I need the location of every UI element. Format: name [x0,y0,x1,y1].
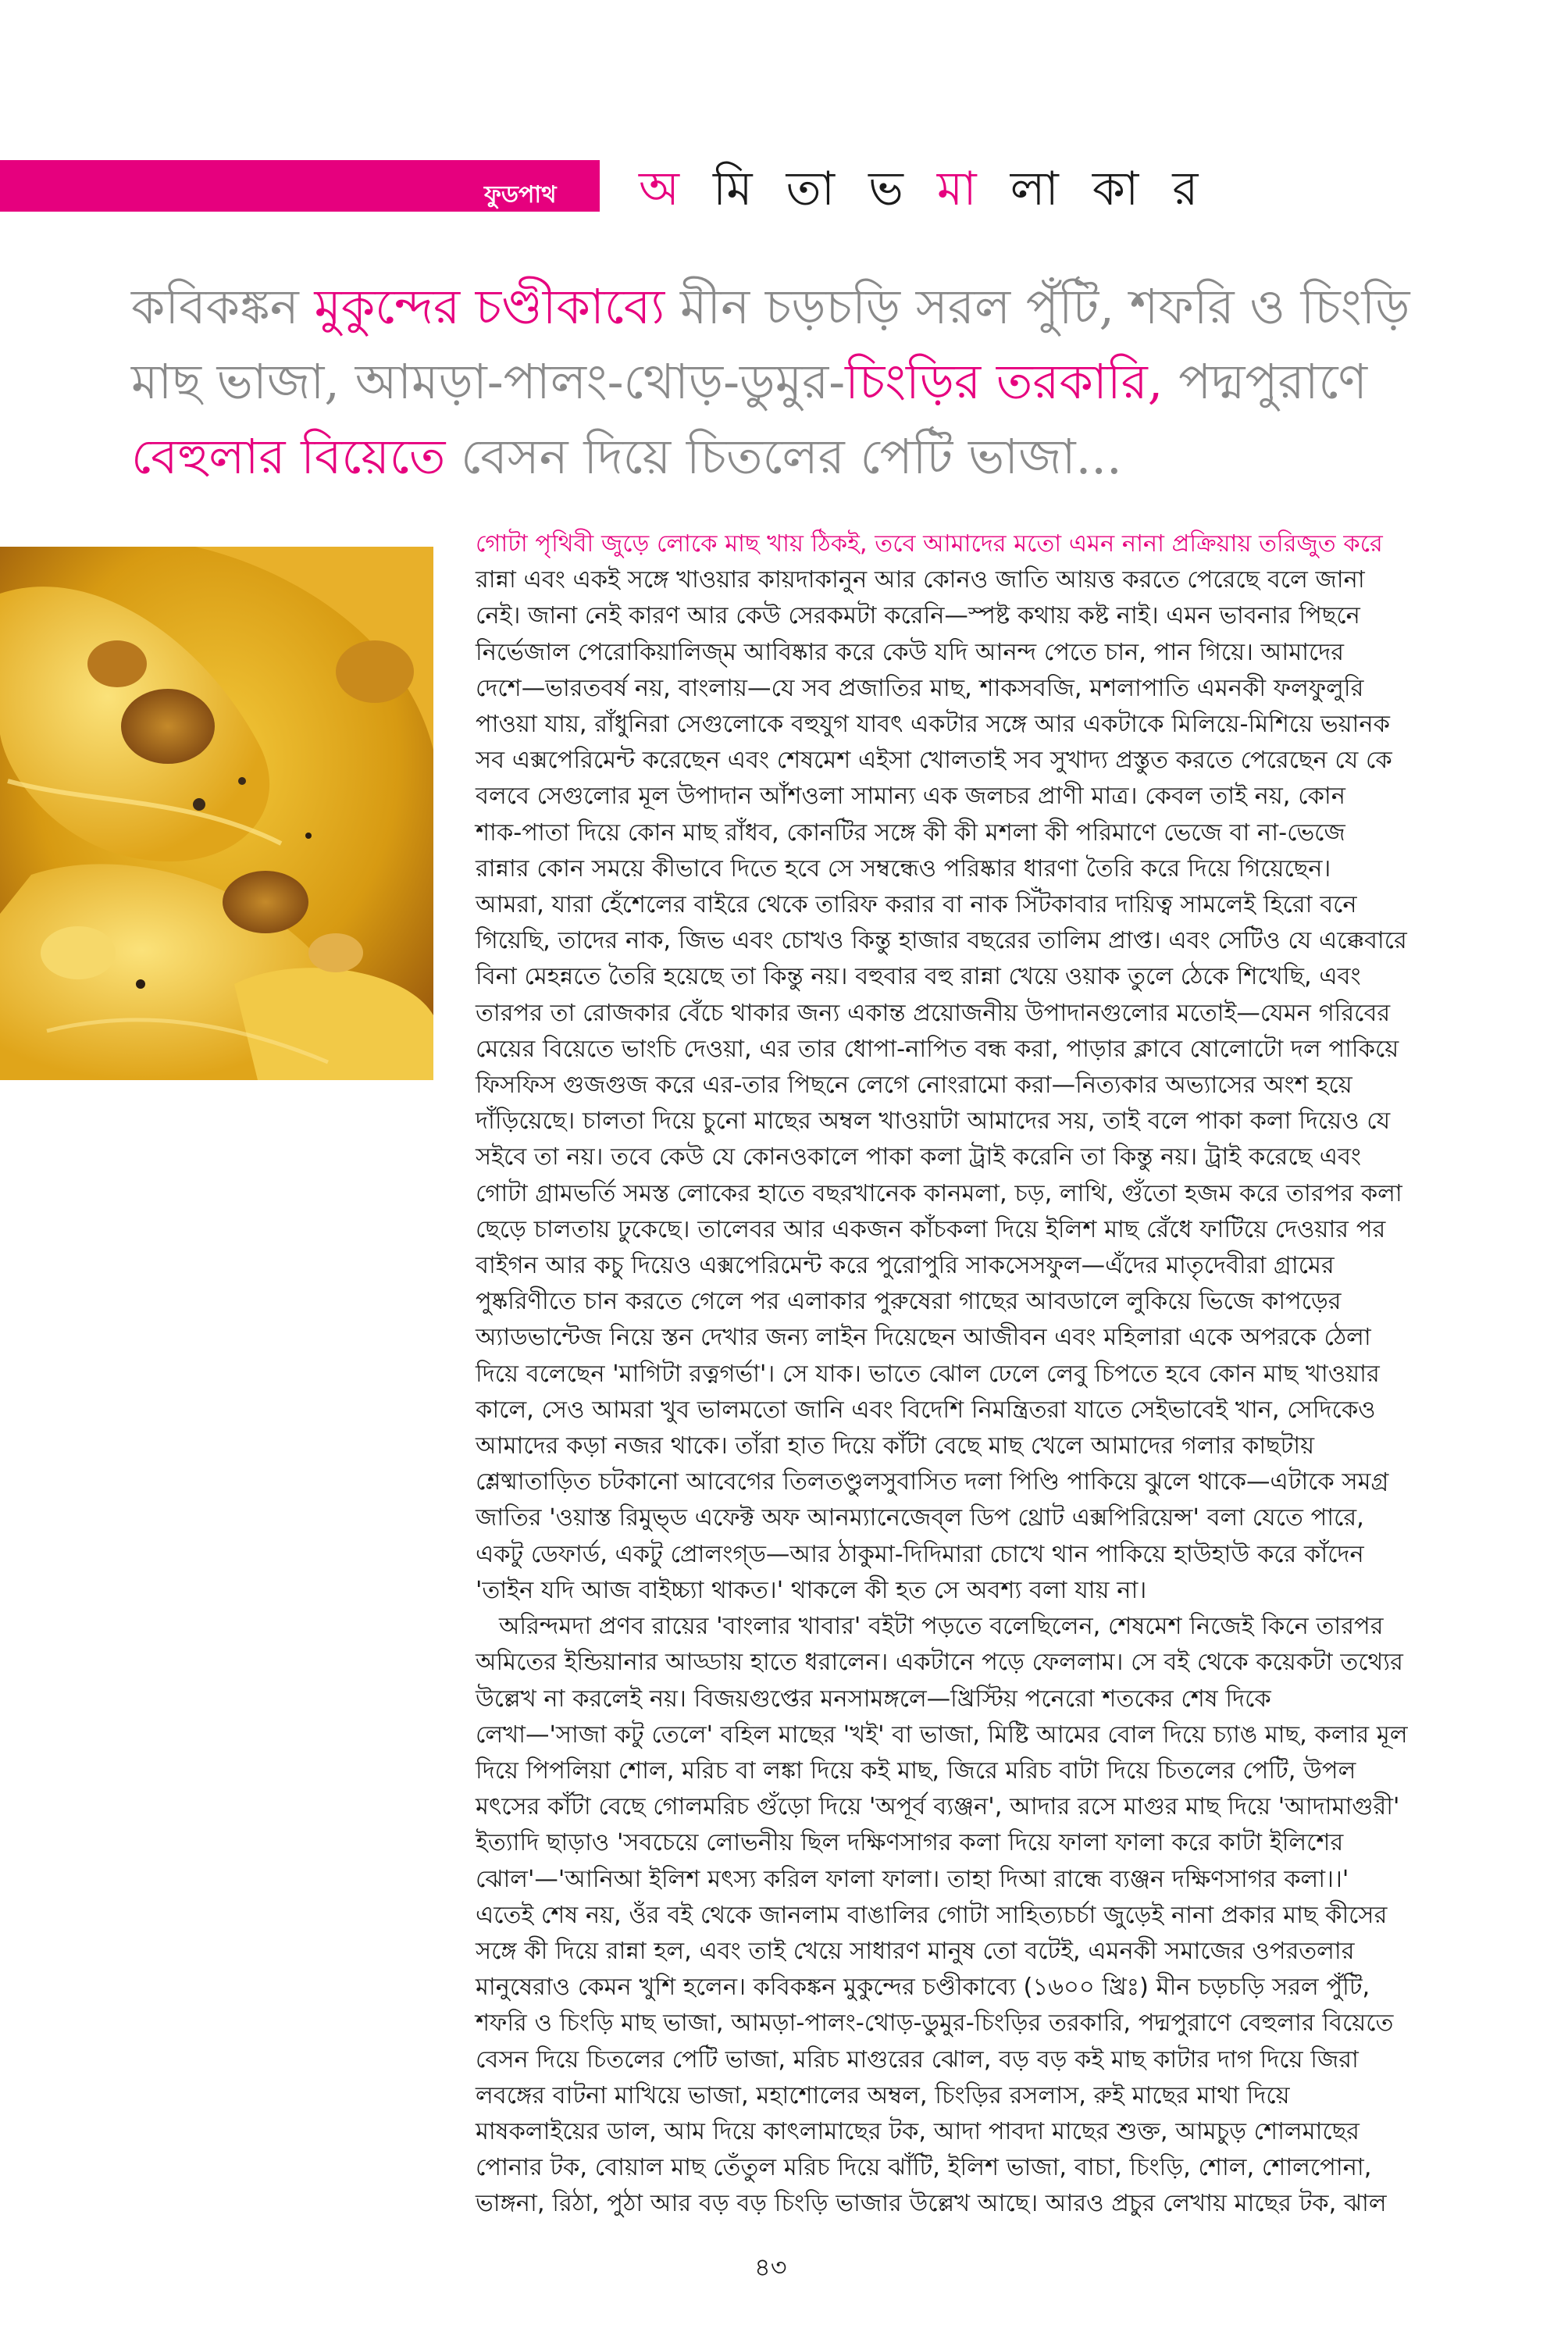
body-line: দেশে—ভারতবর্ষ নয়, বাংলায়—যে সব প্রজাতির মাছ, শাকসবজি, মশলাপাতি এমনকী ফলফুলুরি [476,674,1364,702]
author-name [639,153,1207,231]
body-line: বাইগন আর কচু দিয়েও এক্সপেরিমেন্ট করে পুরোপুরি সাকসেসফুল—এঁদের মাতৃদেবীরা গ্রামের [476,1252,1335,1280]
fried-fish-image [0,547,433,1080]
headline-text: মাছ ভাজা, আমড়া-পালং-থোড়-ডুমুর- [131,353,846,410]
headline-line [131,419,1459,494]
body-line: মৎসের কাঁটা বেছে গোলমরিচ গুঁড়ো দিয়ে 'অপূর্ব ব্যঞ্জন', আদার রসে মাগুর মাছ দিয়ে 'আদামাগুরী' [476,1793,1400,1821]
body-line: শাক-পাতা দিয়ে কোন মাছ রাঁধব, কোনটির সঙ্গে কী কী মশলা কী পরিমাণে ভেজে বা না-ভেজে [476,818,1345,847]
body-line: শ্লেষ্মাতাড়িত চটকানো আবেগের তিলতণ্ডুলসুবাসিত দলা পিণ্ডি পাকিয়ে ঝুলে থাকে—এটাকে সমগ্র [476,1468,1389,1496]
headline-line [131,269,1459,344]
body-line: একটু ডেফার্ড, একটু প্রোলংগ্‌ড—আর ঠাকুমা-দিদিমারা চোখে থান পাকিয়ে হাউহাউ করে কাঁদেন [476,1540,1364,1568]
body-line: নেই। জানা নেই কারণ আর কেউ সেরকমটা করেনি—স্পষ্ট কথায় কষ্ট নাই। এমন ভাবনার পিছনে [476,602,1360,630]
author-name-part: লা কা র [1010,162,1208,216]
body-line: কালে, সেও আমরা খুব ভালমতো জানি এবং বিদেশি নিমন্ত্রিতরা যাতে সেইভাবেই খান, সেদিকেও [476,1396,1376,1424]
headline-highlight: বেহুলার বিয়েতে [131,428,446,485]
article-paragraph [476,1609,1459,2222]
body-line: শফরি ও চিংড়ি মাছ ভাজা, আমড়া-পালং-থোড়-ডুমুর-চিংড়ির তরকারি, পদ্মপুরাণে বেহুলার বিয়েতে [476,2009,1394,2038]
body-line: পুষ্করিণীতে চান করতে গেলে পর এলাকার পুরুষেরা গাছের আবডালে লুকিয়ে ভিজে কাপড়ের [476,1288,1342,1316]
fried-fish-photo [0,547,433,1080]
body-line: ভাঙ্গনা, রিঠা, পুঠা আর বড় বড় চিংড়ি ভাজার উল্লেখ আছে। আরও প্রচুর লেখায় মাছের টক, ঝাল [476,2190,1387,2218]
author-name-part: অ [639,162,689,216]
author-name-part: মা [936,162,986,216]
body-line: অ্যাডভান্টেজ নিয়ে স্তন দেখার জন্য লাইন দিয়েছেন আজীবন এবং মহিলারা একে অপরকে ঠেলা [476,1324,1371,1352]
body-line: পাওয়া যায়, রাঁধুনিরা সেগুলোকে বহুযুগ যাবৎ একটার সঙ্গে আর একটাকে মিলিয়ে-মিশিয়ে ভয়ানক [476,711,1390,739]
headline-text: পদ্মপুরাণে [1163,353,1367,410]
body-line: অমিতের ইন্ডিয়ানার আড্ডায় হাতে ধরালেন। একটানে পড়ে ফেললাম। সে বই থেকে কয়েকটা তথ্যের [476,1649,1403,1677]
headline-highlight: চিংড়ির তরকারি, [845,353,1164,410]
body-line: ইত্যাদি ছাড়াও 'সবচেয়ে লোভনীয় ছিল দক্ষিণসাগর কলা দিয়ে ফালা ফালা করে কাটা ইলিশের [476,1829,1344,1857]
body-line: রান্নার কোন সময়ে কীভাবে দিতে হবে সে সম্বন্ধেও পরিষ্কার ধারণা তৈরি করে দিয়ে গিয়েছেন। [476,854,1331,883]
body-line: অরিন্দমদা প্রণব রায়ের 'বাংলার খাবার' বইটা পড়তে বলেছিলেন, শেষমেশ নিজেই কিনে তারপর [499,1613,1384,1641]
body-line: দিয়ে পিপলিয়া শোল, মরিচ বা লঙ্কা দিয়ে কই মাছ, জিরে মরিচ বাটা দিয়ে চিতলের পেটি, উপল [476,1756,1356,1785]
body-line: পোনার টক, বোয়াল মাছ তেঁতুল মরিচ দিয়ে ঝাঁটি, ইলিশ ভাজা, বাচা, চিংড়ি, শোল, শোলপোনা, [476,2154,1372,2182]
body-line: গিয়েছি, তাদের নাক, জিভ এবং চোখও কিন্তু হাজার বছরের তালিম প্রাপ্ত। এবং সেটিও যে এক্কেবারে [476,927,1407,955]
page-number: ৪৩ [754,2252,787,2282]
body-line: 'তাইন যদি আজ বাইচ্চ্যা থাকত।' থাকলে কী হত সে অবশ্য বলা যায় না। [476,1576,1147,1604]
body-line: ঝোল'—'আনিআ ইলিশ মৎস্য করিল ফালা ফালা। তাহা দিআ রান্ধে ব্যঞ্জন দক্ষিণসাগর কলা।।' [476,1865,1349,1893]
body-line: আমাদের কড়া নজর থাকে। তাঁরা হাত দিয়ে কাঁটা বেছে মাছ খেলে আমাদের গলার কাছটায় [476,1432,1315,1460]
body-line: ফিসফিস গুজগুজ করে এর-তার পিছনে লেগে নোংরামো করা—নিত্যকার অভ্যাসের অংশ হয়ে [476,1072,1352,1100]
body-line: নির্ভেজাল পেরোকিয়ালিজ্‌ম আবিষ্কার করে কেউ যদি আনন্দ পেতে চান, পান গিয়ে। আমাদের [476,638,1345,666]
section-label: ফুডপাথ [484,181,557,209]
headline-line [131,344,1459,419]
body-line: মানুষেরাও কেমন খুশি হলেন। কবিকঙ্কন মুকুন্দের চণ্ডীকাব্যে (১৬০০ খ্রিঃ) মীন চড়চড়ি সরল পুঁটি, [476,1974,1370,2002]
body-line: বিনা মেহন্নতে তৈরি হয়েছে তা কিন্তু নয়। বহুবার বহু রান্না খেয়ে ওয়াক তুলে ঠেকে শিখেছি, এবং [476,963,1361,991]
body-line: এতেই শেষ নয়, ওঁর বই থেকে জানলাম বাঙালির গোটা সাহিত্যচর্চা জুড়েই নানা প্রকার মাছ কীসের [476,1901,1388,1929]
body-line: গোটা গ্রামভর্তি সমস্ত লোকের হাতে বছরখানেক কানমলা, চড়, লাথি, গুঁতো হজম করে তারপর কলা [476,1179,1402,1207]
body-line: সঙ্গে কী দিয়ে রান্না হল, এবং তাই খেয়ে সাধারণ মানুষ তো বটেই, এমনকী সমাজের ওপরতলার [476,1937,1355,1965]
body-line: উল্লেখ না করলেই নয়। বিজয়গুপ্তের মনসামঙ্গলে—খ্রিস্টিয় পনেরো শতকের শেষ দিকে [476,1685,1271,1713]
headline-text: কবিকঙ্কন [131,278,315,335]
body-line: বেসন দিয়ে চিতলের পেটি ভাজা, মরিচ মাগুরের ঝোল, বড় বড় কই মাছ কাটার দাগ দিয়ে জিরা [476,2045,1359,2074]
author-name-part: মি তা ভ [713,162,913,216]
body-line: মাষকলাইয়ের ডাল, আম দিয়ে কাৎলামাছের টক, আদা পাবদা মাছের শুক্ত, আমচুড় শোলমাছের [476,2117,1360,2145]
body-line: রান্না এবং একই সঙ্গে খাওয়ার কায়দাকানুন আর কোনও জাতি আয়ত্ত করতে পেরেছে বলে জানা [476,566,1365,594]
lead-line: গোটা পৃথিবী জুড়ে লোকে মাছ খায় ঠিকই, তবে আমাদের মতো এমন নানা প্রক্রিয়ায় তরিজুত করে [476,530,1383,558]
headline [131,269,1459,494]
body-line: ছেড়ে চালতায় ঢুকেছে। তালেবর আর একজন কাঁচকলা দিয়ে ইলিশ মাছ রেঁধে ফাটিয়ে দেওয়ার পর [476,1215,1386,1243]
article-paragraph [476,526,1459,1609]
body-line: আমরা, যারা হেঁশেলের বাইরে থেকে তারিফ করার বা নাক সিঁটকাবার দায়িত্ব সামলেই হিরো বনে [476,891,1357,919]
body-line: সব এক্সপেরিমেন্ট করেছেন এবং শেষমেশ এইসা খোলতাই সব সুখাদ্য প্রস্তুত করতে পেরেছেন যে কে [476,747,1392,775]
body-line: দাঁড়িয়েছে। চালতা দিয়ে চুনো মাছের অম্বল খাওয়াটা আমাদের সয়, তাই বলে পাকা কলা দিয়েও যে [476,1107,1391,1136]
body-line: বলবে সেগুলোর মূল উপাদান আঁশওলা সামান্য এক জলচর প্রাণী মাত্র। কেবল তাই নয়, কোন [476,783,1345,811]
body-line: মেয়ের বিয়েতে ভাংচি দেওয়া, এর তার ধোপা-নাপিত বন্ধ করা, পাড়ার ক্লাবে ষোলোটো দল পাকিয়ে [476,1035,1399,1063]
body-line: দিয়ে বলেছেন 'মাগিটা রত্নগর্ভা'। সে যাক। ভাতে ঝোল ঢেলে লেবু চিপতে হবে কোন মাছ খাওয়ার [476,1360,1380,1388]
body-line: লেখা—'সাজা কটু তেলে' বহিল মাছের 'খই' বা ভাজা, মিষ্টি আমের বোল দিয়ে চ্যাঙ মাছ, কলার মূল [476,1721,1408,1749]
body-line: জাতির 'ওয়াস্ত রিমুভ্‌ড এফেক্ট অফ আনম্যানেজেব্‌ল ডিপ থ্রোট এক্সপিরিয়েন্স' বলা যেতে পারে, [476,1504,1364,1532]
body-line: তারপর তা রোজকার বেঁচে থাকার জন্য একান্ত প্রয়োজনীয় উপাদানগুলোর মতোই—যেমন গরিবের [476,999,1391,1027]
headline-highlight: মুকুন্দের চণ্ডীকাব্যে [314,278,665,335]
body-line: সইবে তা নয়। তবে কেউ যে কোনওকালে পাকা কলা ট্রাই করেনি তা কিন্তু নয়। ট্রাই করেছে এবং [476,1143,1362,1171]
body-line: লবঙ্গের বাটনা মাখিয়ে ভাজা, মহাশোলের অম্বল, চিংড়ির রসলাস, রুই মাছের মাথা দিয়ে [476,2081,1290,2109]
article-body [476,526,1459,2223]
headline-text: মীন চড়চড়ি সরল পুঁটি, শফরি ও চিংড়ি [665,278,1410,335]
headline-text: বেসন দিয়ে চিতলের পেটি ভাজা... [445,428,1122,485]
